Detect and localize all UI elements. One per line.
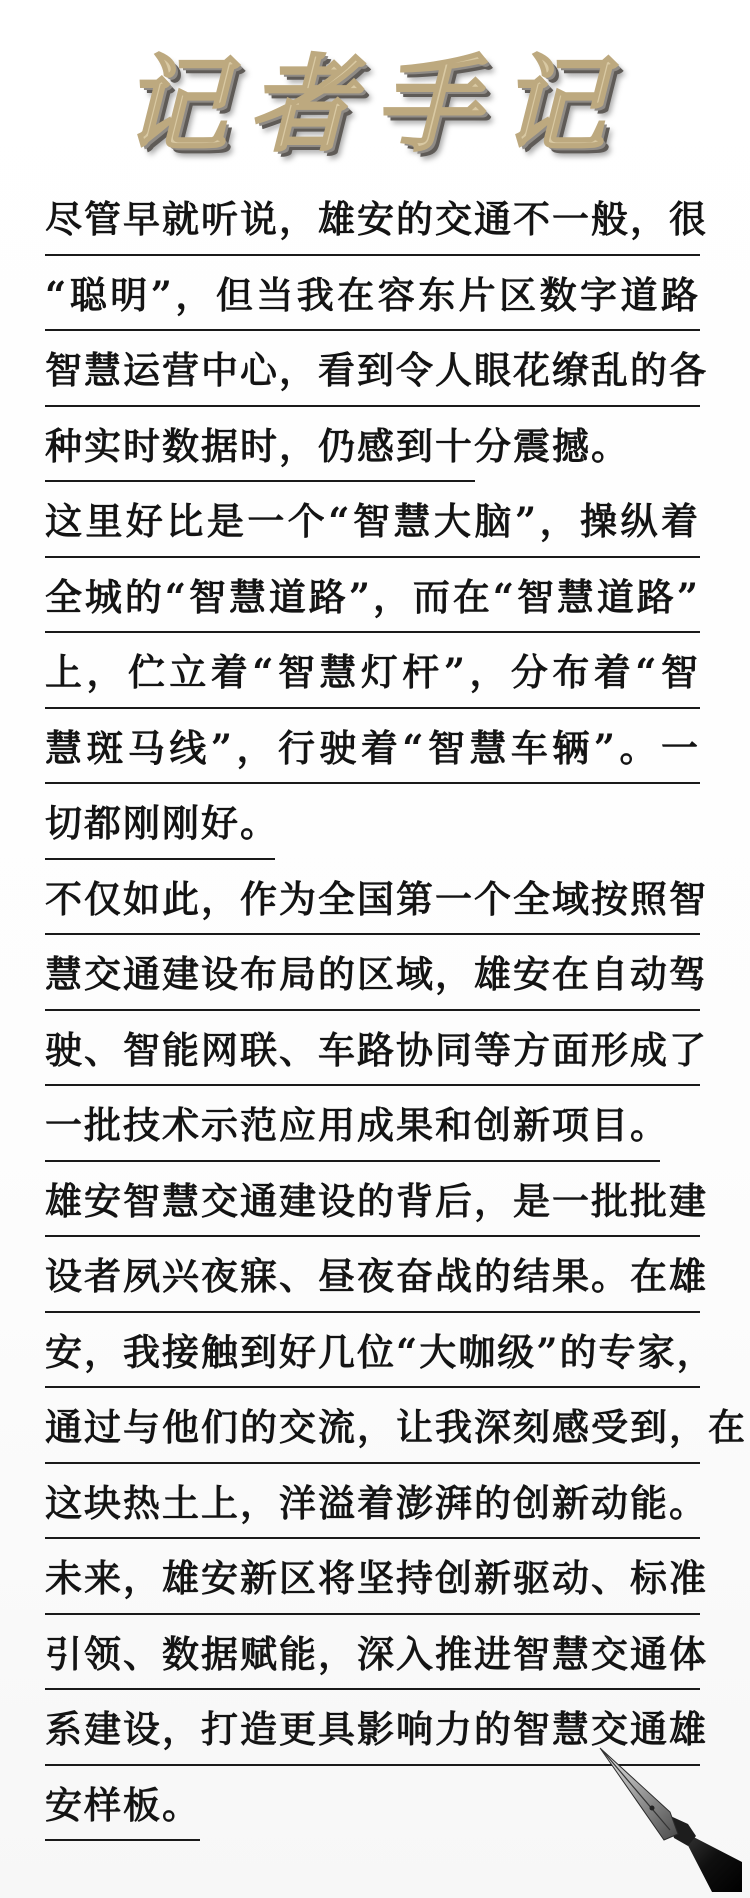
paragraph-3 (45, 860, 708, 1162)
text-line: 系建设，打造更具影响力的智慧交通雄 (45, 1690, 700, 1766)
text-line: 一批技术示范应用成果和创新项目。 (45, 1086, 660, 1162)
text-line: 上，伫立着“智慧灯杆”，分布着“智 (45, 633, 700, 709)
text-line: 安，我接触到好几位“大咖级”的专家， (45, 1313, 700, 1389)
text-line: 种实时数据时，仍感到十分震撼。 (45, 407, 475, 483)
text-line: 不仅如此，作为全国第一个全域按照智 (45, 860, 700, 936)
paragraph-2 (45, 482, 700, 860)
text-line: 设者夙兴夜寐、昼夜奋战的结果。在雄 (45, 1237, 700, 1313)
text-line: 智慧运营中心，看到令人眼花缭乱的各 (45, 331, 700, 407)
page-title: 记者手记 (122, 43, 627, 166)
text-line: 全城的“智慧道路”，而在“智慧道路” (45, 558, 700, 634)
text-line: 驶、智能网联、车路协同等方面形成了 (45, 1011, 700, 1087)
text-line: 尽管早就听说，雄安的交通不一般，很 (45, 180, 700, 256)
text-line: 通过与他们的交流，让我深刻感受到，在 (45, 1388, 700, 1464)
text-line: 雄安智慧交通建设的背后，是一批批建 (45, 1162, 700, 1238)
text-line: 慧交通建设布局的区域，雄安在自动驾 (45, 935, 700, 1011)
text-line: 慧斑马线”，行驶着“智慧车辆”。一 (45, 709, 700, 785)
text-line: 未来，雄安新区将坚持创新驱动、标准 (45, 1539, 700, 1615)
text-line: 安样板。 (45, 1766, 200, 1842)
article-body (45, 180, 747, 1841)
paragraph-1 (45, 180, 708, 482)
text-line: 这里好比是一个“智慧大脑”，操纵着 (45, 482, 700, 558)
text-line: 引领、数据赋能，深入推进智慧交通体 (45, 1615, 700, 1691)
text-line: “聪明”，但当我在容东片区数字道路 (45, 256, 700, 332)
text-line: 切都刚刚好。 (45, 784, 275, 860)
text-line: 这块热土上，洋溢着澎湃的创新动能。 (45, 1464, 700, 1540)
paragraph-4 (45, 1162, 747, 1540)
fountain-pen-icon (592, 1742, 742, 1892)
